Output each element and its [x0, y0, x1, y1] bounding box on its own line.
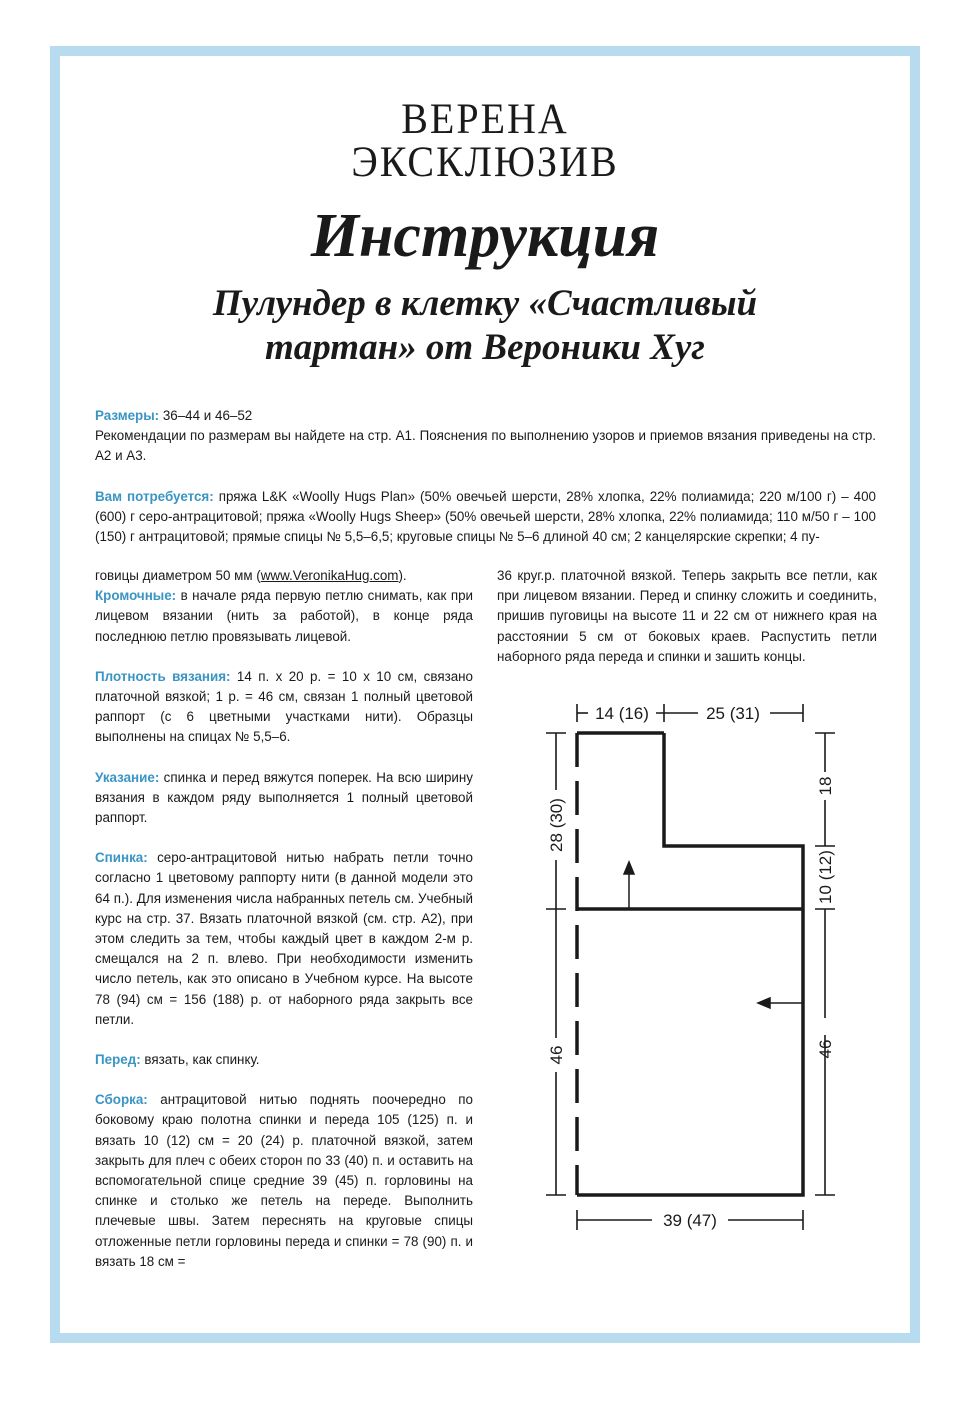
arrow-up-head [624, 862, 634, 874]
note-label: Указание: [95, 769, 160, 785]
dim-top-right-label: 25 (31) [706, 704, 760, 723]
dimension-lines [546, 704, 835, 1230]
assembly-label: Сборка: [95, 1092, 148, 1108]
dim-top-left-label: 14 (16) [595, 704, 649, 723]
front-text: вязать, как спинку. [140, 1052, 260, 1068]
materials-label: Вам потребуется: [95, 488, 214, 504]
dim-bottom-label: 39 (47) [663, 1211, 717, 1230]
assembly-continuation: 36 круг.р. платочной вязкой. Теперь закрыть все петли, как при лицевом вязании. Перед и спинку сложить и соединить, пришив пуговицы на высоте 11 и 22 см от нижнего края на расстоянии 5 см от боковых краев. Распустить петли наборного ряда переда и спинки и зашить концы. [497, 568, 877, 664]
materials-text: пряжа L&K «Woolly Hugs Plan» (50% овечьей шерсти, 28% хлопка, 22% полиамида; 220 м/100 г) – 400 (600) г серо-антрацитовой; пряжа «Woolly Hugs Sheep» (50% овечьей шерсти, 28% хлопка, 22% полиамида; 110 м/50 г – 100 (150) г антрацитовой; прямые спицы № 5,5–6,5; круговые спицы № 5–6 длиной 40 см; 2 канцелярские скрепки; 4 пу- [95, 488, 876, 545]
gauge-label: Плотность вязания: [95, 668, 231, 684]
sizes-label: Размеры: [95, 408, 160, 423]
assembly-text: антрацитовой нитью поднять поочередно по боковому краю полотна спинки и переда 105 (125) п. и вязать 10 (12) см = 20 (24) р. платочной вязкой, затем закрыть для плеч с обеих сторон по 33 (40) п. и оставить на вспомогательной спице средние 39 (45) п. горловины на спинке и столько же петель на переде. Выполнить плечевые швы. Затем переснять на круговые спицы отложенные петли горловины переда и спинки = 78 (90) п. и вязать 18 см = [95, 1092, 473, 1269]
dim-left-upper-label: 28 (30) [547, 798, 566, 852]
dim-right-mid-label: 10 (12) [816, 850, 835, 904]
gauge-text: 14 п. х 20 р. = 10 х 10 см, связано платочной вязкой; 1 р. = 46 см, связан 1 полный цветовой раппорт (с 6 цветными участками нити). Образцы выполнены на спицах № 5,5–6. [95, 668, 474, 745]
dim-right-top-label: 18 [816, 776, 835, 796]
brand-line-1: ВЕРЕНА [401, 94, 569, 143]
selvage-label: Кромочные: [95, 588, 177, 604]
subtitle-line-2: тартан» от Вероники Хуг [265, 327, 705, 368]
subtitle-line-1: Пулундер в клетку «Счастливый [212, 283, 758, 324]
brand-line-2: ЭКСКЛЮЗИВ [351, 137, 619, 186]
materials-continuation-text: говицы диаметром 50 мм ( [95, 568, 261, 583]
note-text: спинка и перед вяжутся поперек. На всю ширину вязания в каждом ряду выполняется 1 полный цветовой раппорт. [95, 769, 473, 826]
website-link[interactable]: www.VeronikaHug.com [260, 568, 399, 583]
sizes-value: 36–44 и 46–52 [159, 408, 253, 423]
dim-right-lower-label: 46 [816, 1039, 835, 1059]
garment-outline [577, 733, 803, 1195]
direction-arrows [624, 862, 803, 1008]
selvage-text: в начале ряда первую петлю снимать, как при лицевом вязании (нить за работой), в конце ряда последнюю петлю провязывать лицевой. [95, 588, 473, 644]
page-title: Инструкция [310, 202, 660, 270]
outline-solid-edges [577, 733, 803, 1195]
sizes-note: Рекомендации по размерам вы найдете на стр. А1. Пояснения по выполнению узоров и приемов вязания приведены на стр. А2 и А3. [95, 428, 876, 464]
arrow-left-head [758, 998, 770, 1008]
front-label: Перед: [95, 1052, 141, 1068]
dim-left-lower-label: 46 [547, 1045, 566, 1065]
materials-continuation-end: ). [398, 568, 407, 583]
back-text: серо-антрацитовой нитью набрать петли точно согласно 1 цветовому раппорту нити (в данной модели это 64 п.). Для изменения числа набранных петель см. Учебный курс на стр. 37. Вязать платочной вязкой (см. стр. А2), при этом следить за тем, чтобы каждый цвет в каждом 2-м р. смещался на 2 п. влево. При необходимости изменить число петель, как это описано в Учебном курсе. На высоте 78 (94) см = 156 (188) р. от наборного ряда закрыть все петли. [95, 850, 473, 1027]
back-label: Спинка: [95, 850, 148, 866]
